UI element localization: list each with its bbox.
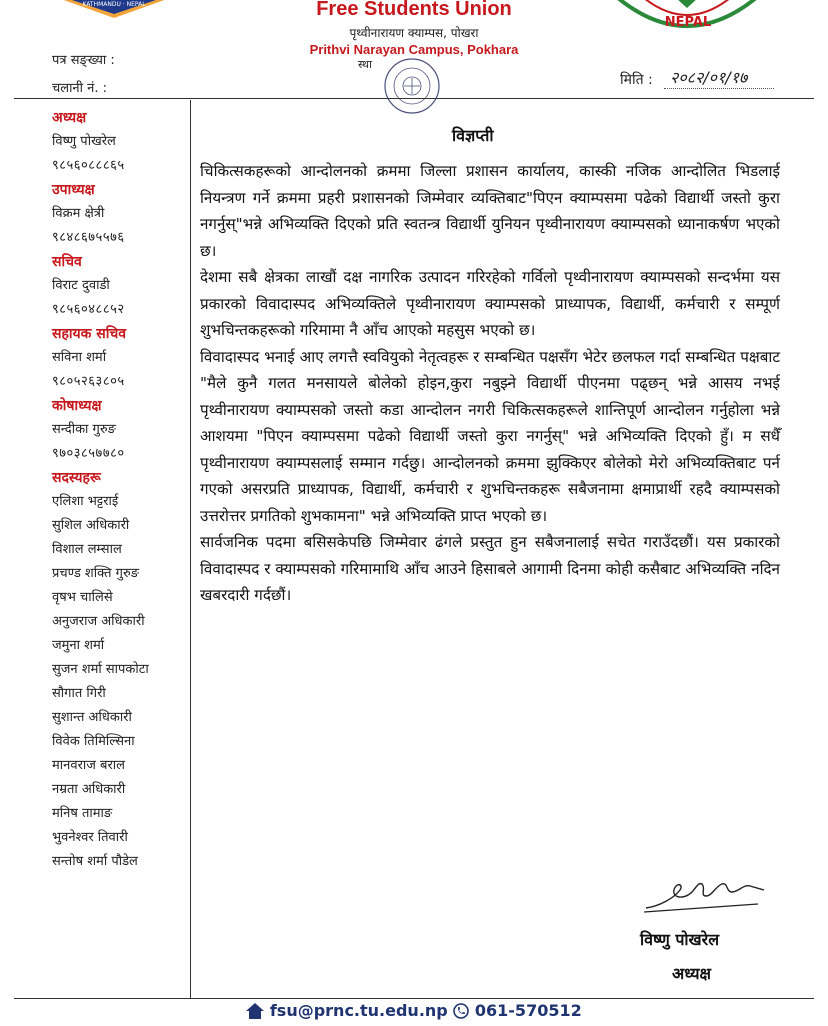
notice-paragraph: देशमा सबै क्षेत्रका लाखौं दक्ष नागरिक उत्पादन गरिरहेको गर्विलो पृथ्वीनारायण क्याम्पसको सन्दर्भमा यस प्रकारको विवादास्पद अभिव्यक्तिले पृथ्वीनारायण क्याम्पसको प्राध्यापक, विद्यार्थी, कर्मचारी र सम्पूर्ण शुभचिन्तकहरूको गरिमामा नै आँच आएको महसुस भएको छ। [200,268,780,339]
official-name: विराट दुवाडी [52,278,110,293]
footer-phone: 061-570512 [474,1001,582,1020]
official-role: सचिव [52,254,82,270]
member-name: सुशिल अधिकारी [52,518,130,533]
official-phone: ९८४८६७५५७६ [52,230,125,245]
official-role: कोषाध्यक्ष [52,398,102,414]
contact-footer [0,1000,828,1020]
notice-paragraph: विवादास्पद भनाई आए लगत्तै स्ववियुको नेतृत्वहरू र सम्बन्धित पक्षसँग भेटेर छलफल गर्दा सम्बन्धित पक्षबाट "मैले कुनै गलत मनसायले बोलेको होइन,कुरा नबुझ्ने विद्यार्थी पीएनमा पढ्छन् भन्ने आसय नभई पृथ्वीनारायण क्याम्पसको जस्तो कडा आन्दोलन नगरी चिकित्सकहरूले शान्तिपूर्ण आन्दोलन गर्नुहोला भन्ने आशयमा "पिएन क्याम्पसमा पढेको विद्यार्थी जस्तो कुरा नगर्नुस्" भन्ने अभिव्यक्ति दिएको हुँ। म सधैँ पृथ्वीनारायण क्याम्पसलाई सम्मान गर्दछु। आन्दोलनको क्रममा झुक्किएर बोलेको मेरो अभिव्यक्तिबाट पर्न गएको असरप्रति प्राध्यापक, विद्यार्थी, कर्मचारी र शुभचिन्तकहरू सबैजनामा क्षमाप्रार्थी रहदै क्याम्पसको उत्तरोत्तर प्रगतिको शुभकामना" भन्ने अभिव्यक्ति प्राप्त भएको छ। [200,347,780,525]
official-group [52,250,188,322]
org-subtitle-nepali: पृथ्वीनारायण क्याम्पस, पोखरा [349,26,479,40]
handwritten-signature [640,868,770,918]
official-phone: ९७०३८५७७८० [52,446,125,461]
member-name: विशाल लम्साल [52,542,122,557]
member-name: एलिशा भट्टराई [52,494,119,509]
dispatch-number-label: चलानी नं. : [52,81,108,96]
date-underline [664,88,774,89]
notice-paragraph: चिकित्सकहरूको आन्दोलनको क्रममा जिल्ला प्रशासन कार्यालय, कास्की नजिक आन्दोलित भिडलाई नियन्त्रण गर्ने क्रममा प्रहरी प्रशासनको जिम्मेवार व्यक्तिबाट"पिएन क्याम्पसमा पढेको विद्यार्थी जस्तो कुरा नगर्नुस्"भन्ने अभिव्यक्ति दिएको प्रति स्वतन्त्र विद्यार्थी युनियन पृथ्वीनारायण क्याम्पसको ध्यानाकर्षण भएको छ। [200,162,780,260]
org-established-label: स्था [358,58,372,71]
home-icon [246,1003,264,1019]
member-name: सौगात गिरी [52,686,106,701]
member-name: नम्रता अधिकारी [52,782,126,797]
org-name: Free Students Union [316,0,512,20]
member-name: मनिष तामाङ [52,806,113,821]
member-name: प्रचण्ड शक्ति गुरुङ [52,566,140,581]
notice-paragraph: सार्वजनिक पदमा बसिसकेपछि जिम्मेवार ढंगले प्रस्तुत हुन सबैजनालाई सचेत गराउँदछौं। यस प्रकारको विवादास्पद र क्याम्पसको गरिमामाथि आँच आउने हिसाबले आगामी दिनमा कोही कसैबाट अभिव्यक्ति नदिन खबरदारी गर्दछौं। [200,533,780,604]
official-seal [374,56,450,116]
phone-icon [453,1003,469,1019]
member-name: मानवराज बराल [52,758,125,773]
official-group [52,178,188,250]
member-name: विवेक तिमिल्सिना [52,734,135,749]
members-heading: सदस्यहरू [52,470,101,486]
reference-number-label: पत्र सङ्ख्या : [52,53,115,68]
svg-text:NEPAL: NEPAL [664,15,712,30]
official-phone: ९८०५२६३८०५ [52,374,125,389]
official-name: सविना शर्मा [52,350,107,365]
header-divider [14,98,814,99]
footer-divider [14,998,814,999]
official-phone: ९८५६०४८८५२ [52,302,125,317]
member-name: सन्तोष शर्मा पौडेल [52,854,138,869]
signer-name: विष्णु पोखरेल [640,930,720,949]
official-role: उपाध्यक्ष [52,182,95,198]
official-group [52,322,188,394]
member-name: जमुना शर्मा [52,638,105,653]
member-name: अनुजराज अधिकारी [52,614,145,629]
footer-email: fsu@prnc.tu.edu.np [269,1001,448,1020]
date-label: मिति : [620,72,653,88]
official-role: अध्यक्ष [52,110,87,126]
official-name: विक्रम क्षेत्री [52,206,105,221]
official-group [52,106,188,178]
member-name: वृषभ चालिसे [52,590,113,605]
member-name: भुवनेश्वर तिवारी [52,830,128,845]
svg-text:KATHMANDU · NEPAL: KATHMANDU · NEPAL [82,1,146,8]
notice-body [200,158,780,609]
official-role: सहायक सचिव [52,326,127,342]
org-subtitle-english: Prithvi Narayan Campus, Pokhara [309,42,519,57]
sidebar-divider [190,100,191,998]
officials-sidebar [52,106,188,874]
official-name: सन्दीका गुरुङ [52,422,116,437]
signer-role: अध्यक्ष [672,964,711,983]
official-name: विष्णु पोखरेल [52,134,116,149]
notice-title: विज्ञप्ती [452,126,494,145]
date-value: २०८२/०१/१७ [670,68,748,87]
official-phone: ९८५६०८८८६५ [52,158,125,173]
member-name: सुशान्त अधिकारी [52,710,132,725]
member-name: सुजन शर्मा सापकोटा [52,662,149,677]
official-group [52,394,188,466]
